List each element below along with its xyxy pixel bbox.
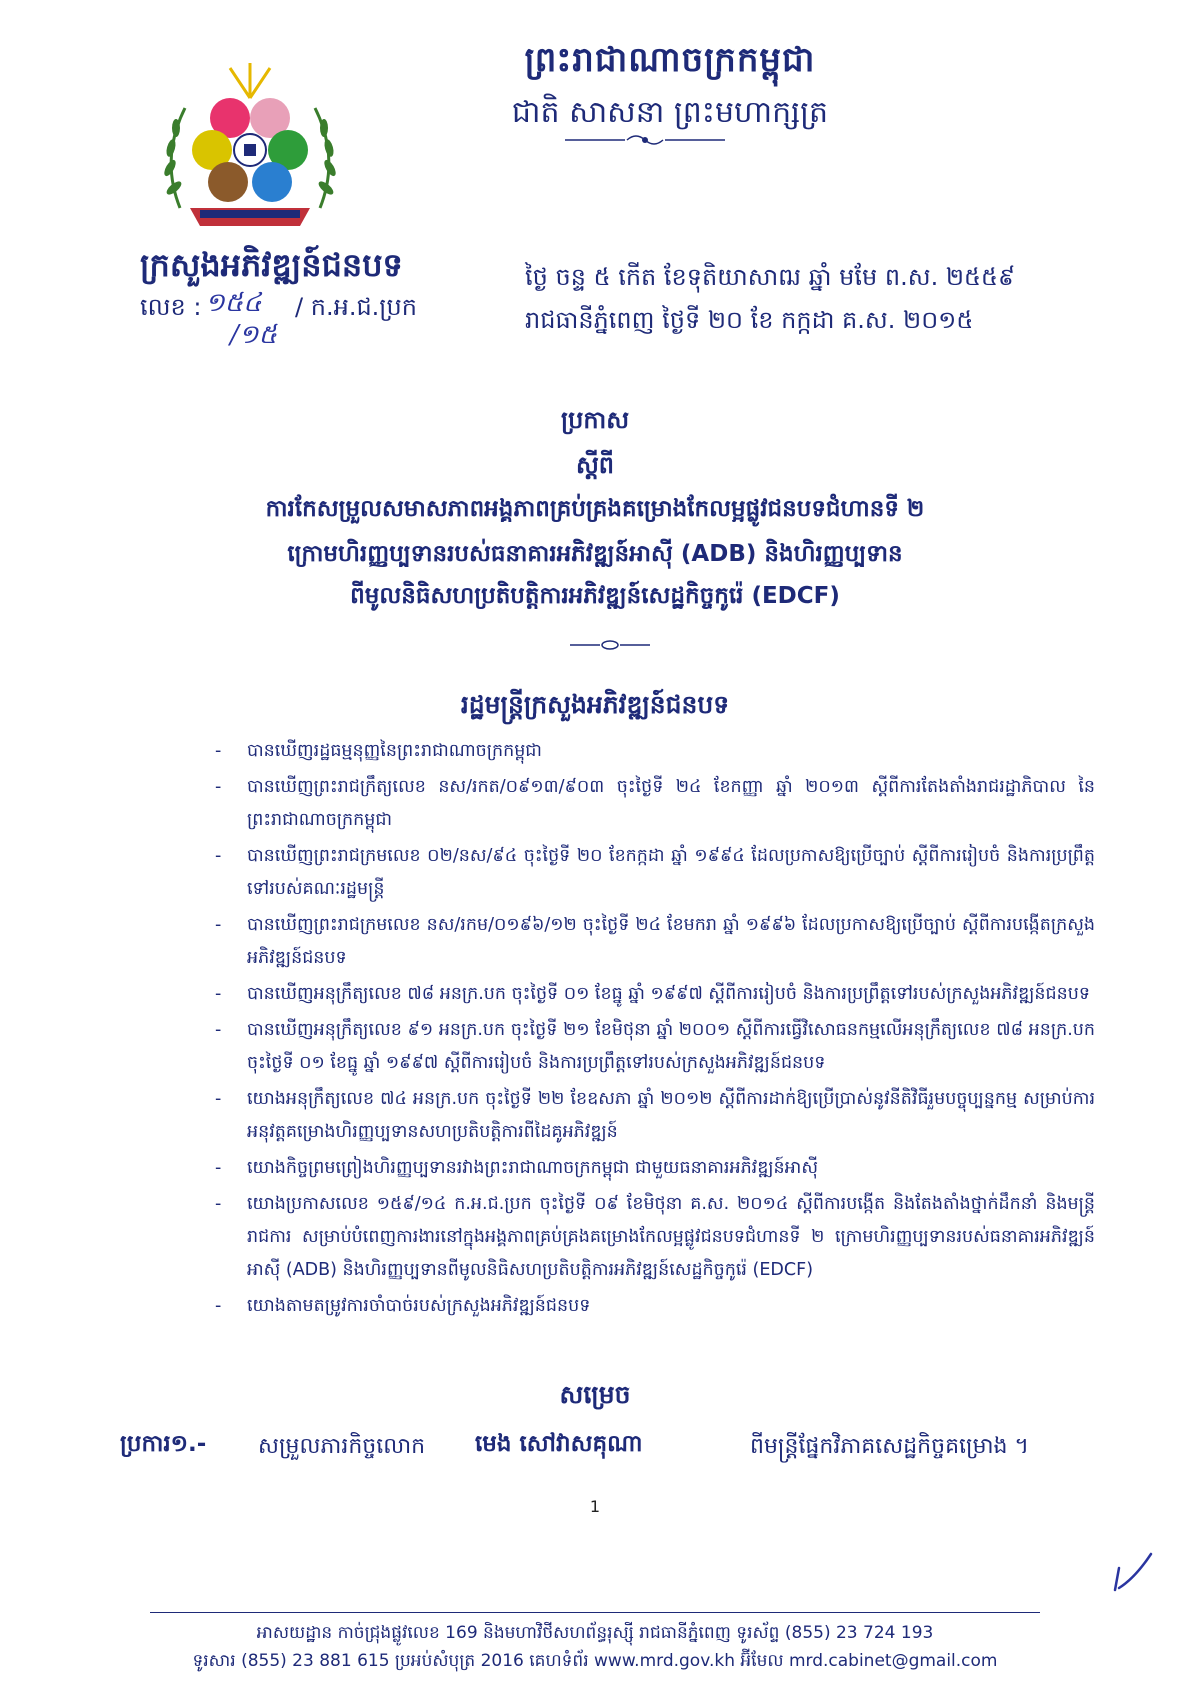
kingdom-heading: ព្រះរាជាណាចក្រកម្ពុជា	[524, 40, 816, 80]
list-item: - បានឃើញព្រះរាជក្រឹត្យលេខ នស/រកត/០៩១៣/៩០៣ ចុះថ្ងៃទី ២៤ ខែកញ្ញា ឆ្នាំ ២០១៣ ស្តីពីការតែងតាំងរាជរដ្ឋាភិបាល នៃព្រះរាជាណាចក្រកម្ពុជា	[215, 777, 1095, 830]
article-1-label: ប្រការ១.-	[120, 1431, 207, 1457]
ministry-emblem-icon	[140, 58, 360, 238]
title-line-1: ការកែសម្រួលសមាសភាពអង្គភាពគ្រប់គ្រងគម្រោងកែលម្អផ្លូវជនបទជំហានទី ២	[265, 496, 925, 522]
document-type: ប្រកាស	[560, 406, 630, 434]
article-1-person-name: មេង សៅវាសគុណា	[475, 1431, 643, 1457]
list-item: - បានឃើញអនុក្រឹត្យលេខ ៧៨ អនក្រ.បក ចុះថ្ងៃទី ០១ ខែធ្នូ ឆ្នាំ ១៩៩៧ ស្តីពីការរៀបចំ និងការប្រព្រឹត្តទៅរបស់ក្រសួងអភិវឌ្ឍន៍ជនបទ	[215, 984, 1090, 1004]
list-item: - បានឃើញរដ្ឋធម្មនុញ្ញនៃព្រះរាជាណាចក្រកម្ពុជា	[215, 741, 542, 761]
about-label: ស្តីពី	[575, 451, 615, 479]
list-item: - បានឃើញព្រះរាជក្រមលេខ ០២/នស/៩៤ ចុះថ្ងៃទី ២០ ខែកក្កដា ឆ្នាំ ១៩៩៤ ដែលប្រកាសឱ្យប្រើច្បាប់ ស្តីពីការរៀបចំ និងការប្រព្រឹត្តទៅរបស់គណៈរដ្ឋមន្ត្រី	[215, 846, 1095, 899]
initial-signature-icon	[1105, 1548, 1155, 1598]
reference-year: /១៥	[230, 320, 277, 350]
considerations-list	[215, 735, 1095, 1326]
decision-heading: សម្រេច	[559, 1380, 631, 1409]
list-item: - បានឃើញអនុក្រឹត្យលេខ ៩១ អនក្រ.បក ចុះថ្ងៃទី ២១ ខែមិថុនា ឆ្នាំ ២០០១ ស្តីពីការធ្វើវិសោធនកម្មលើអនុក្រឹត្យលេខ ៧៨ អនក្រ.បក ចុះថ្ងៃទី ០១ ខែធ្នូ ឆ្នាំ ១៩៩៧ ស្តីពីការរៀបចំ និងការប្រព្រឹត្តទៅរបស់ក្រសួងអភិវឌ្ឍន៍ជនបទ	[215, 1020, 1095, 1073]
list-item: - យោងកិច្ចព្រមព្រៀងហិរញ្ញប្បទានរវាងព្រះរាជាណាចក្រកម្ពុជា ជាមួយធនាគារអភិវឌ្ឍន៍អាស៊ី	[215, 1158, 818, 1178]
footer-divider	[150, 1612, 1040, 1613]
footer-address: អាសយដ្ឋាន កាច់ជ្រុងផ្លូវលេខ 169 និងមហាវិថីសហព័ន្ធរុស្ស៊ី រាជធានីភ្នំពេញ ទូរស័ព្ទ (855) 23 724 193	[256, 1623, 934, 1643]
list-item: - យោងតាមតម្រូវការចាំបាច់របស់ក្រសួងអភិវឌ្ឍន៍ជនបទ	[215, 1296, 591, 1316]
ornament-divider-top	[565, 133, 725, 147]
list-item: - យោងអនុក្រឹត្យលេខ ៧៤ អនក្រ.បក ចុះថ្ងៃទី ២២ ខែឧសភា ឆ្នាំ ២០១២ ស្តីពីការដាក់ឱ្យប្រើប្រាស់នូវនីតិវិធីរួមបច្ចុប្បន្នកម្ម សម្រាប់ការអនុវត្តគម្រោងហិរញ្ញប្បទានសហប្រតិបត្តិការពីដៃគូអភិវឌ្ឍន៍	[215, 1089, 1095, 1142]
solar-date: រាជធានីភ្នំពេញ ថ្ងៃទី ២០ ខែ កក្កដា គ.ស. ២០១៥	[525, 306, 974, 334]
footer-contact: ទូរសារ (855) 23 881 615 ប្រអប់សំបុត្រ 2016 គេហទំព័រ www.mrd.gov.kh អ៊ីមែល mrd.cabinet@gmail.com	[192, 1651, 998, 1671]
ministry-name: ក្រសួងអភិវឌ្ឍន៍ជនបទ	[140, 246, 403, 284]
article-1-role: ពីមន្ត្រីផ្នែកវិភាគសេដ្ឋកិច្ចគម្រោង ។	[750, 1434, 1029, 1459]
national-motto: ជាតិ សាសនា ព្រះមហាក្សត្រ	[511, 95, 829, 130]
list-item: - បានឃើញព្រះរាជក្រមលេខ នស/រកម/០១៩៦/១២ ចុះថ្ងៃទី ២៤ ខែមករា ឆ្នាំ ១៩៩៦ ដែលប្រកាសឱ្យប្រើច្បាប់ ស្តីពីការបង្កើតក្រសួងអភិវឌ្ឍន៍ជនបទ	[215, 915, 1095, 968]
minister-title: រដ្ឋមន្ត្រីក្រសួងអភិវឌ្ឍន៍ជនបទ	[460, 690, 730, 719]
article-1-text: សម្រួលភារកិច្ចលោក	[258, 1434, 426, 1459]
title-line-2: ក្រោមហិរញ្ញប្បទានរបស់ធនាគារអភិវឌ្ឍន៍អាស៊ី (ADB) និងហិរញ្ញប្បទាន	[287, 541, 903, 567]
reference-number: ១៥៤	[205, 288, 262, 318]
list-item: - យោងប្រកាសលេខ ១៥៩/១៤ ក.អ.ជ.ប្រក ចុះថ្ងៃទី ០៩ ខែមិថុនា គ.ស. ២០១៤ ស្តីពីការបង្កើត និងតែងតាំងថ្នាក់ដឹកនាំ និងមន្ត្រីរាជការ សម្រាប់បំពេញការងារនៅក្នុងអង្គភាពគ្រប់គ្រងគម្រោងកែលម្អផ្លូវជនបទជំហានទី ២ ក្រោមហិរញ្ញប្បទានរបស់ធនាគារអភិវឌ្ឍន៍អាស៊ី (ADB) និងហិរញ្ញប្បទានពីមូលនិធិសហប្រតិបត្តិការអភិវឌ្ឍន៍សេដ្ឋកិច្ចកូរ៉េ (EDCF)	[215, 1194, 1095, 1280]
ornament-divider-middle	[570, 640, 650, 650]
title-line-3: ពីមូលនិធិសហប្រតិបត្តិការអភិវឌ្ឍន៍សេដ្ឋកិច្ចកូរ៉េ (EDCF)	[350, 583, 840, 609]
lunar-date: ថ្ងៃ ចន្ទ ៥ កើត ខែទុតិយាសាឍ ឆ្នាំ មមែ ព.ស. ២៥៥៩	[525, 263, 1015, 291]
page-number: 1	[589, 1497, 601, 1516]
reference-label: លេខ :	[140, 293, 202, 321]
reference-suffix: / ក.អ.ជ.ប្រក	[295, 293, 417, 321]
